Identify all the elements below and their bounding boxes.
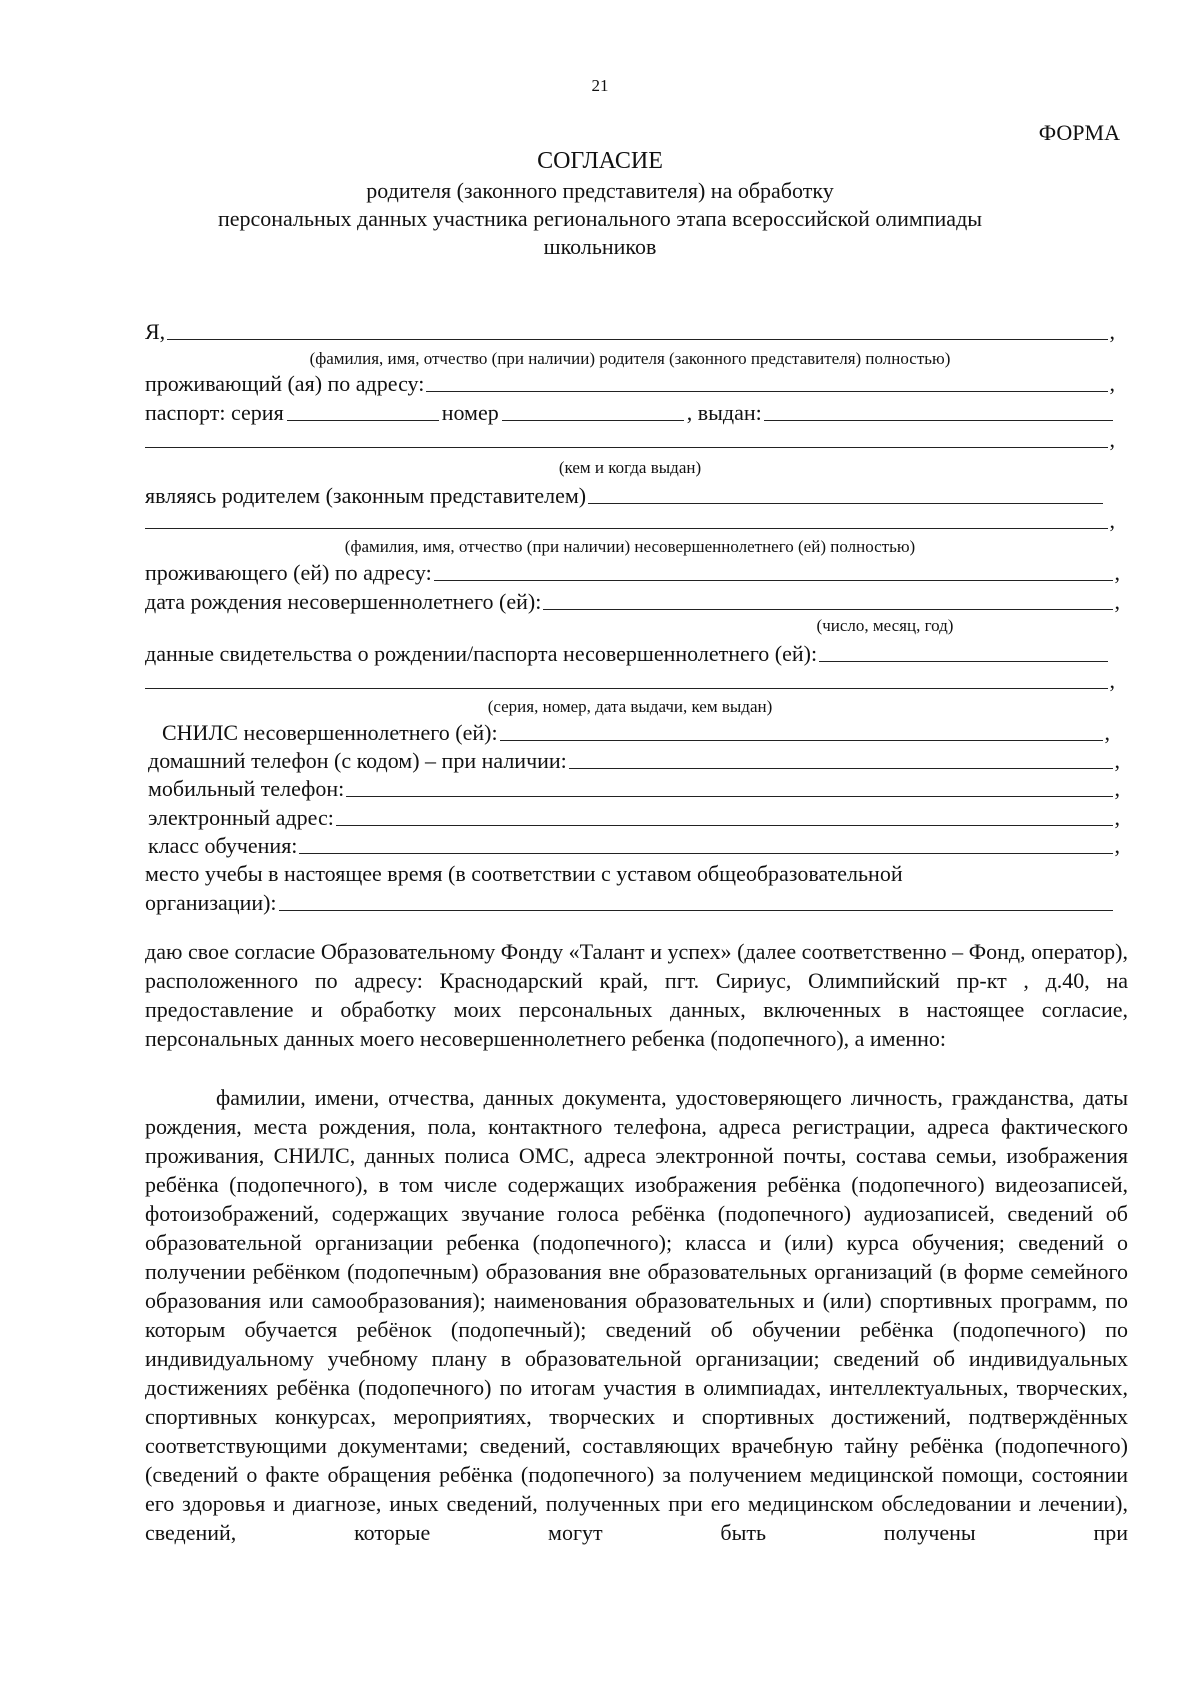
comma: ,	[1114, 805, 1120, 830]
subtitle-line-3: школьников	[543, 234, 657, 259]
minor-name-field[interactable]	[588, 503, 1103, 504]
subtitle-line-2: персональных данных участника регионального этапа всероссийской олимпиады	[217, 206, 983, 231]
study-place-row-2	[145, 889, 1115, 916]
snils-label: СНИЛС несовершеннолетнего (ей):	[162, 720, 498, 745]
minor-address-row	[145, 559, 1120, 586]
class-row	[148, 832, 1120, 859]
being-parent-row	[145, 482, 1105, 509]
data-list-paragraph	[145, 1083, 1128, 1547]
comma: ,	[1114, 776, 1120, 801]
document-title: СОГЛАСИЕ	[537, 148, 663, 174]
study-place-field[interactable]	[279, 910, 1113, 911]
passport-row	[145, 399, 1115, 426]
birthdate-caption: (число, месяц, год)	[816, 616, 954, 635]
being-parent-label: являясь родителем (законным представителем)	[145, 483, 587, 508]
comma: ,	[1114, 833, 1120, 858]
home-phone-field[interactable]	[569, 768, 1113, 769]
passport-series-field[interactable]	[287, 420, 439, 421]
mobile-phone-field[interactable]	[346, 796, 1112, 797]
comma: ,	[1109, 371, 1115, 396]
comma: ,	[1114, 748, 1120, 773]
parent-name-caption: (фамилия, имя, отчество (при наличии) родителя (законного представителя) полностью)	[309, 349, 951, 368]
passport-number-field[interactable]	[502, 420, 684, 421]
parent-address-field[interactable]	[426, 391, 1107, 392]
minor-document-field[interactable]	[819, 661, 1108, 662]
minor-document-row	[145, 640, 1110, 667]
comma: ,	[1104, 720, 1110, 745]
consent-text: даю свое согласие Образовательному Фонду «Талант и успех» (далее соответственно – Фонд, оператор), расположенного по адресу: Краснодарский край, пгт. Сириус, Олимпийский пр-кт , д.40, на предоставление и обработку моих персональных данных, включенных в настоящее согласие, персональных данных моего несовершеннолетнего ребенка (подопечного), а именно:	[145, 939, 1128, 1051]
passport-issued-label: , выдан:	[686, 400, 762, 425]
minor-document-label: данные свидетельства о рождении/паспорта несовершеннолетнего (ей):	[145, 641, 818, 666]
snils-row	[162, 719, 1110, 746]
snils-field[interactable]	[500, 740, 1103, 741]
class-field[interactable]	[299, 853, 1112, 854]
minor-address-label: проживающего (ей) по адресу:	[145, 560, 432, 585]
comma: ,	[1109, 427, 1115, 452]
document-caption: (серия, номер, дата выдачи, кем выдан)	[487, 697, 773, 716]
subtitle-line-1: родителя (законного представителя) на обработку	[366, 178, 834, 203]
email-row	[148, 804, 1120, 831]
consent-paragraph	[145, 937, 1128, 1053]
comma: ,	[1114, 589, 1120, 614]
minor-birthdate-field[interactable]	[543, 609, 1112, 610]
mobile-phone-row	[148, 775, 1120, 802]
minor-document-row-2	[145, 667, 1115, 694]
comma: ,	[1114, 560, 1120, 585]
email-field[interactable]	[336, 825, 1113, 826]
class-label: класс обучения:	[148, 833, 298, 858]
comma: ,	[1109, 319, 1115, 344]
study-place-label-2: организации):	[145, 890, 277, 915]
comma: ,	[1109, 668, 1115, 693]
page-number: 21	[591, 76, 609, 95]
minor-name-caption: (фамилия, имя, отчество (при наличии) несовершеннолетнего (ей) полностью)	[344, 537, 916, 556]
parent-address-label: проживающий (ая) по адресу:	[145, 371, 425, 396]
ya-prefix: Я,	[145, 319, 166, 344]
form-label: ФОРМА	[1038, 120, 1120, 145]
parent-name-row	[145, 318, 1115, 345]
minor-name-row-2	[145, 507, 1115, 534]
minor-birthdate-row	[145, 588, 1120, 615]
parent-name-field[interactable]	[167, 339, 1107, 340]
parent-address-row	[145, 370, 1115, 397]
home-phone-label: домашний телефон (с кодом) – при наличии:	[148, 748, 567, 773]
minor-birthdate-label: дата рождения несовершеннолетнего (ей):	[145, 589, 542, 614]
data-list-text: фамилии, имени, отчества, данных документа, удостоверяющего личность, гражданства, даты рождения, места рождения, пола, контактного телефона, адреса регистрации, адреса фактического проживания, СНИЛС, данных полиса ОМС, адреса электронной почты, состава семьи, изображения ребёнка (подопечного), в том числе содержащих изображения ребёнка (подопечного) видеозаписей, фотоизображений, содержащих звучание голоса ребёнка (подопечного) аудиозаписей, сведений об образовательной организации ребенка (подопечного); класса и (или) курса обучения; сведений о получении ребёнком (подопечным) образования вне образовательных организаций (в форме семейного образования или самообразования); наименования образовательных и (или) спортивных программ, по которым обучается ребёнок (подопечный); сведений об обучении ребёнка (подопечного) по индивидуальному учебному плану в образовательной организации; сведений об индивидуальных достижениях ребёнка (подопечного) по итогам участия в олимпиадах, интеллектуальных, творческих, спортивных конкурсах, мероприятиях, творческих и спортивных достижений, подтверждённых соответствующими документами; сведений, составляющих врачебную тайну ребёнка (подопечного) (сведений о факте обращения ребёнка (подопечного) за получением медицинской помощи, состоянии его здоровья и диагнозе, иных сведений, полученных при его медицинском обследовании и лечении), сведений, которые могут быть получены при	[145, 1085, 1128, 1545]
home-phone-row	[148, 747, 1120, 774]
passport-issued-row-2	[145, 426, 1115, 453]
email-label: электронный адрес:	[148, 805, 334, 830]
mobile-phone-label: мобильный телефон:	[148, 776, 345, 801]
minor-name-field-2[interactable]	[145, 528, 1108, 529]
minor-address-field[interactable]	[434, 580, 1113, 581]
passport-issued-field[interactable]	[764, 420, 1113, 421]
issued-caption: (кем и когда выдан)	[558, 458, 702, 477]
study-place-row	[145, 860, 1115, 887]
passport-series-label: паспорт: серия	[145, 400, 284, 425]
comma: ,	[1109, 508, 1115, 533]
study-place-label-1: место учебы в настоящее время (в соответствии с уставом общеобразовательной	[145, 861, 903, 886]
passport-number-label: номер	[441, 400, 499, 425]
passport-issued-field-2[interactable]	[145, 447, 1108, 448]
minor-document-field-2[interactable]	[145, 688, 1108, 689]
